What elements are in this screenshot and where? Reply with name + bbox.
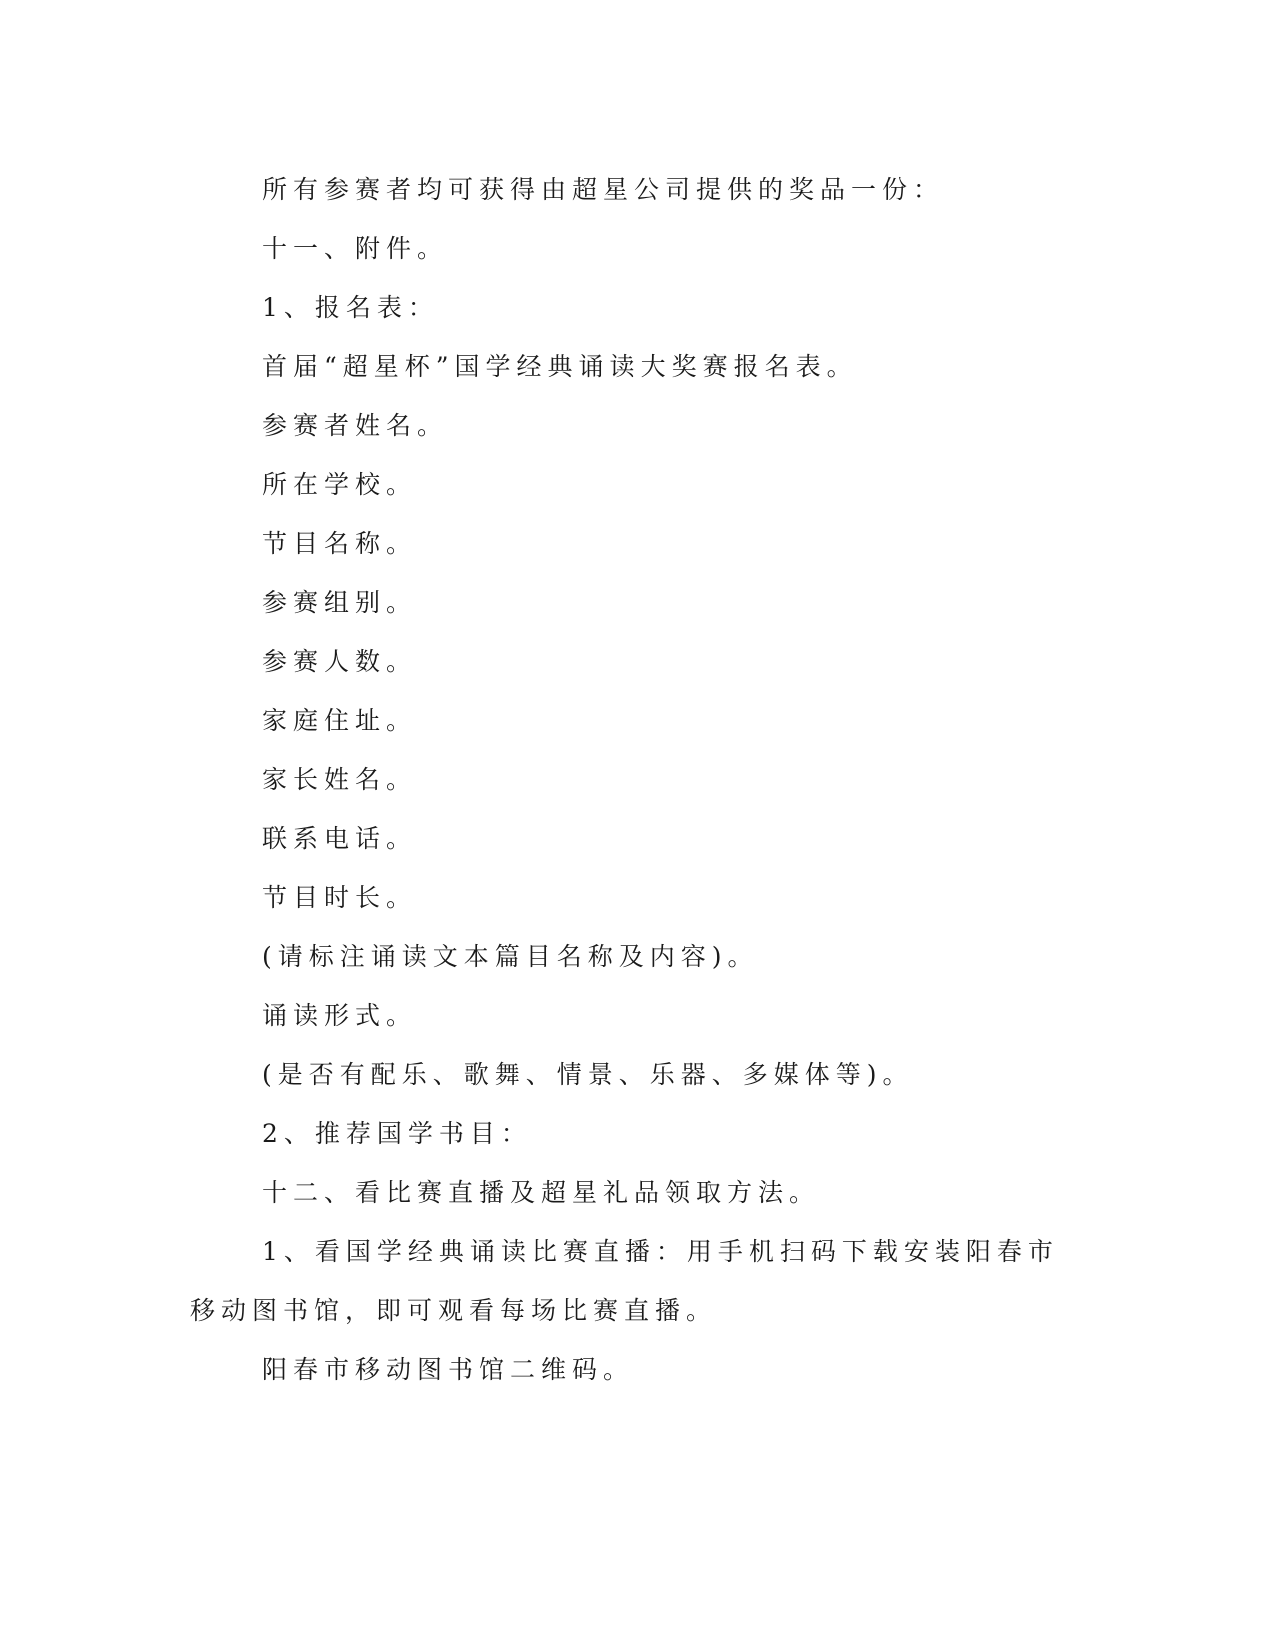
- item-recommended-books: 2、推荐国学书目：: [262, 1119, 532, 1148]
- form-field-recitation-form: 诵读形式。: [262, 1001, 418, 1030]
- form-field-school: 所在学校。: [262, 470, 418, 499]
- form-field-phone: 联系电话。: [262, 824, 418, 853]
- item-registration-form: 1、报名表：: [262, 293, 439, 322]
- form-field-group: 参赛组别。: [262, 588, 418, 617]
- document-body: [190, 160, 1070, 1399]
- form-title: 首届“超星杯”国学经典诵读大奖赛报名表。: [262, 352, 858, 381]
- paragraph-prize: 所有参赛者均可获得由超星公司提供的奖品一份：: [262, 175, 945, 204]
- form-note-text-title: (请标注诵读文本篇目名称及内容)。: [262, 942, 759, 971]
- form-field-parent-name: 家长姓名。: [262, 765, 418, 794]
- form-field-participant-count: 参赛人数。: [262, 647, 418, 676]
- form-note-recitation-form: (是否有配乐、歌舞、情景、乐器、多媒体等)。: [262, 1060, 914, 1089]
- form-field-program-name: 节目名称。: [262, 529, 418, 558]
- form-field-program-duration: 节目时长。: [262, 883, 418, 912]
- paragraph-qr-code-label: 阳春市移动图书馆二维码。: [262, 1355, 635, 1384]
- form-field-participant-name: 参赛者姓名。: [262, 411, 449, 440]
- form-field-home-address: 家庭住址。: [262, 706, 418, 735]
- paragraph-watch-live: 1、看国学经典诵读比赛直播：用手机扫码下载安装阳春市移动图书馆，即可观看每场比赛直播。: [190, 1237, 1059, 1325]
- heading-live-and-gifts: 十二、看比赛直播及超星礼品领取方法。: [262, 1178, 821, 1207]
- heading-attachments: 十一、附件。: [262, 234, 449, 263]
